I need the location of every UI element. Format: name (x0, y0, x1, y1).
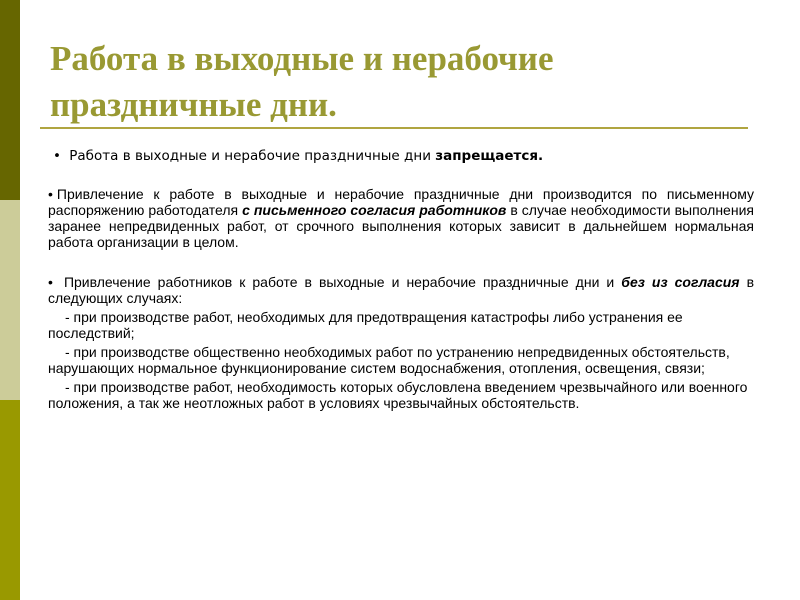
bar-segment-top (0, 0, 20, 200)
case-item (48, 309, 754, 341)
bullet-point: • (48, 274, 53, 290)
prohibition-text: Работа в выходные и нерабочие праздничные дни (69, 148, 436, 164)
bar-segment-bottom (0, 400, 20, 600)
bar-segment-middle (0, 200, 20, 400)
no-consent-text-end: в следующих случаях: (48, 274, 755, 306)
slide-title: Работа в выходные и нерабочие праздничные дни. (50, 39, 554, 124)
case-text: - при производстве работ, необходимых для предотвращения катастрофы либо устранения ее последствий; (48, 309, 683, 341)
paragraph-without-consent (48, 274, 754, 306)
no-consent-emphasis: без из согласия (621, 274, 740, 290)
paragraph-with-consent (48, 186, 754, 250)
case-text: - при производстве общественно необходимых работ по устранению непредвиденных обстоятельств, нарушающих нормальное функционирование систем водоснабжения, отопления, освещения, связи; (48, 344, 730, 376)
consent-emphasis: с письменного согласия работников (242, 202, 507, 218)
bullet-point: • (48, 186, 53, 202)
slide-content (48, 145, 754, 411)
title-underline (40, 127, 748, 129)
bullet-point: • (53, 148, 61, 164)
case-item (48, 344, 754, 376)
prohibition-emphasis: запрещается. (435, 148, 544, 164)
left-decorative-bar (0, 0, 20, 600)
case-text: - при производстве работ, необходимость которых обусловлена введением чрезвычайного или военного положения, а так же неотложных работ в условиях чрезвычайных обстоятельств. (48, 379, 748, 411)
case-item (48, 379, 754, 411)
no-consent-text-start: Привлечение работников к работе в выходные и нерабочие праздничные дни и (63, 274, 622, 290)
paragraph-prohibition (53, 145, 754, 165)
consent-text-end: в случае необходимости выполнения заранее непредвиденных работ, от срочного выполнения которых зависит в дальнейшем нормальная работа организации в целом. (48, 202, 754, 250)
consent-text-start: Привлечение к работе в выходные и нерабочие праздничные дни производится по письменному распоряжению работодателя (48, 186, 754, 218)
